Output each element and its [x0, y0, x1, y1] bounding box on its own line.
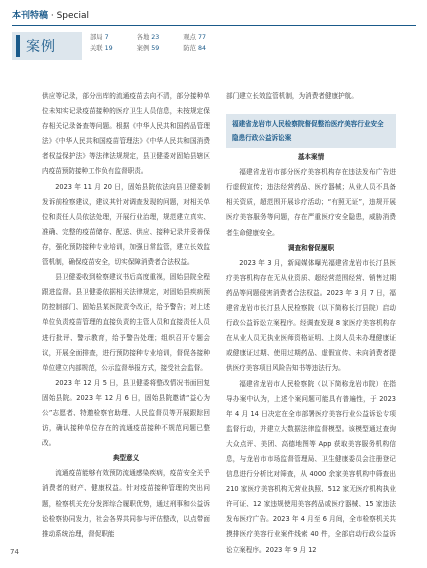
right-paragraph: 2023 年 3 月，新闻媒体曝光福建省龙岩市长汀县医疗美容机构存在无从业资质、超经营范围经营、销售过期药品等问题侵害消费者合法权益。2023 年 3 月 7 日，福建省龙岩市长汀县人民检察院（以下简称长汀县院）启动行政公益诉讼立案程序。经调查发现 8 家医疗美容机构存在从业人员无执业医师资格证明、上岗人员未办理健康证或健康证过期、使用过期药品、虚假宣传、未向消费者提供医疗美容项目风险告知书等违法行为。	[226, 258, 396, 373]
case-title: 福建省龙岩市人民检察院督促整治医疗美容行业安全隐患行政公益诉讼案	[226, 114, 396, 148]
stat-item: 案例 59	[136, 45, 160, 52]
stat-item: 部局 7	[90, 34, 109, 41]
right-paragraph: 部门建立长效监管机制，为消费者健康护航。	[226, 92, 358, 100]
header-section-bold: 本刊特稿	[12, 11, 49, 21]
header-section-title	[12, 11, 89, 22]
category-label: 案例	[26, 39, 56, 55]
header-section-rest: · Special	[48, 11, 90, 21]
stat-item: 关联 19	[90, 45, 113, 52]
page-number: 74	[10, 548, 19, 556]
section-title: 典型意义	[112, 454, 140, 463]
left-paragraph: 供应等记录，部分出库的流通疫苗去向不清，部分接种单位未知实记录疫苗接种的医疗卫生人员信息，未按规定保存相关记录备查等问题。根据《中华人民共和国药品管理法》《中华人民共和国疫苗管理法》《中华人民共和国消费者权益保护法》等法律法规规定，县卫健委对固始县辖区内疫苗预防接种工作负有监督职责。	[42, 92, 210, 176]
left-paragraph: 流通疫苗能够有效预防流通感染疾病，疫苗安全关乎消费者的财产、健康权益。针对疫苗接种管理的突出问题，检察机关充分发挥综合履职优势，通过刑事和公益诉讼检察协同发力，社会各界共同参与评估整改，以点带面推动系统治理，督促职能	[42, 469, 210, 538]
stats-grid	[90, 34, 230, 53]
left-paragraph: 2023 年 11 月 20 日，固始县院依法向县卫健委制发诉前检察建议，建议其针对调查发现的问题，对相关单位和责任人员依法处理，开展行业治理，规范建立真实、准确、完整的疫苗储存、配送、供应、接种记录并妥善保存，强化预防接种专业培训，加强日常监管，建立长效监管机制，确保疫苗安全，切实保障消费者合法权益。	[42, 182, 210, 267]
category-box	[12, 32, 82, 60]
stat-item: 防范 84	[183, 45, 206, 52]
left-paragraph: 2023 年 12 月 5 日，县卫健委将整改情况书面回复固始县院。2023 年 12 月 6 日，固始县院邀请“益心为公”志愿者、特邀检察官助理、人民监督员等开展跟踪回访，确认接种单位存在的流通疫苗接种不规范问题已整改。	[42, 378, 210, 448]
stat-item: 观点 77	[183, 34, 206, 41]
section-title: 调查和督促履职	[287, 243, 335, 252]
right-column	[226, 89, 396, 558]
category-accent-bar	[16, 35, 20, 57]
left-column	[42, 89, 210, 542]
section-title: 基本案情	[297, 153, 325, 162]
header-rule	[12, 25, 416, 26]
stat-item: 各地 23	[136, 34, 160, 41]
right-paragraph: 福建省龙岩市人民检察院（以下简称龙岩市院）在指导办案中认为，上述个案问题可能具有普遍性，于 2023 年 4 月 14 日决定在全市部署医疗美容行业公益诉讼专项监督行动，并建立大数据法律监督模型。该模型通过查询大众点评、美团、高德地图等 App 获取美容服务机构信息，与龙岩市市场监督管理局、卫生健康委员会注册登记信息进行分析比对筛查，从 4000 余家美容机构中筛查出 210 家医疗美容机构无营业执照、512 家无医疗机构执业许可证、12 家违规使用美容药品或医疗器械、15 家违法发布医疗广告。2023 年 4 月至 6 月间，全市检察机关共摸排医疗美容行业案件线索 40 件，全部启动行政公益诉讼立案程序。2023 年 9 月 12	[226, 379, 396, 554]
left-paragraph: 县卫健委收到检察建议书后高度重视，固始县院全程跟进监督。县卫健委依据相关法律规定，对固始县疾病预防控制部门、固始县某医院责令改正，给予警告；对上述单位负责疫苗管理的直接负责的主管人员和直接责任人员进行批评、警示教育，给予警告处理；组织召开专题会议，开展全面排查，进行预防接种专业培训，督促各接种单位建立内部规范，公示监督举报方式，接受社会监督。	[42, 273, 210, 372]
right-paragraph: 福建省龙岩市部分医疗美容机构存在违法发布广告进行虚假宣传；违法经营药品、医疗器械；从业人员不具备相关资质，超范围开展诊疗活动；“有照无证”，违规开展医疗美容服务等问题，存在严重医疗安全隐患，威胁消费者生命健康安全。	[226, 168, 396, 237]
